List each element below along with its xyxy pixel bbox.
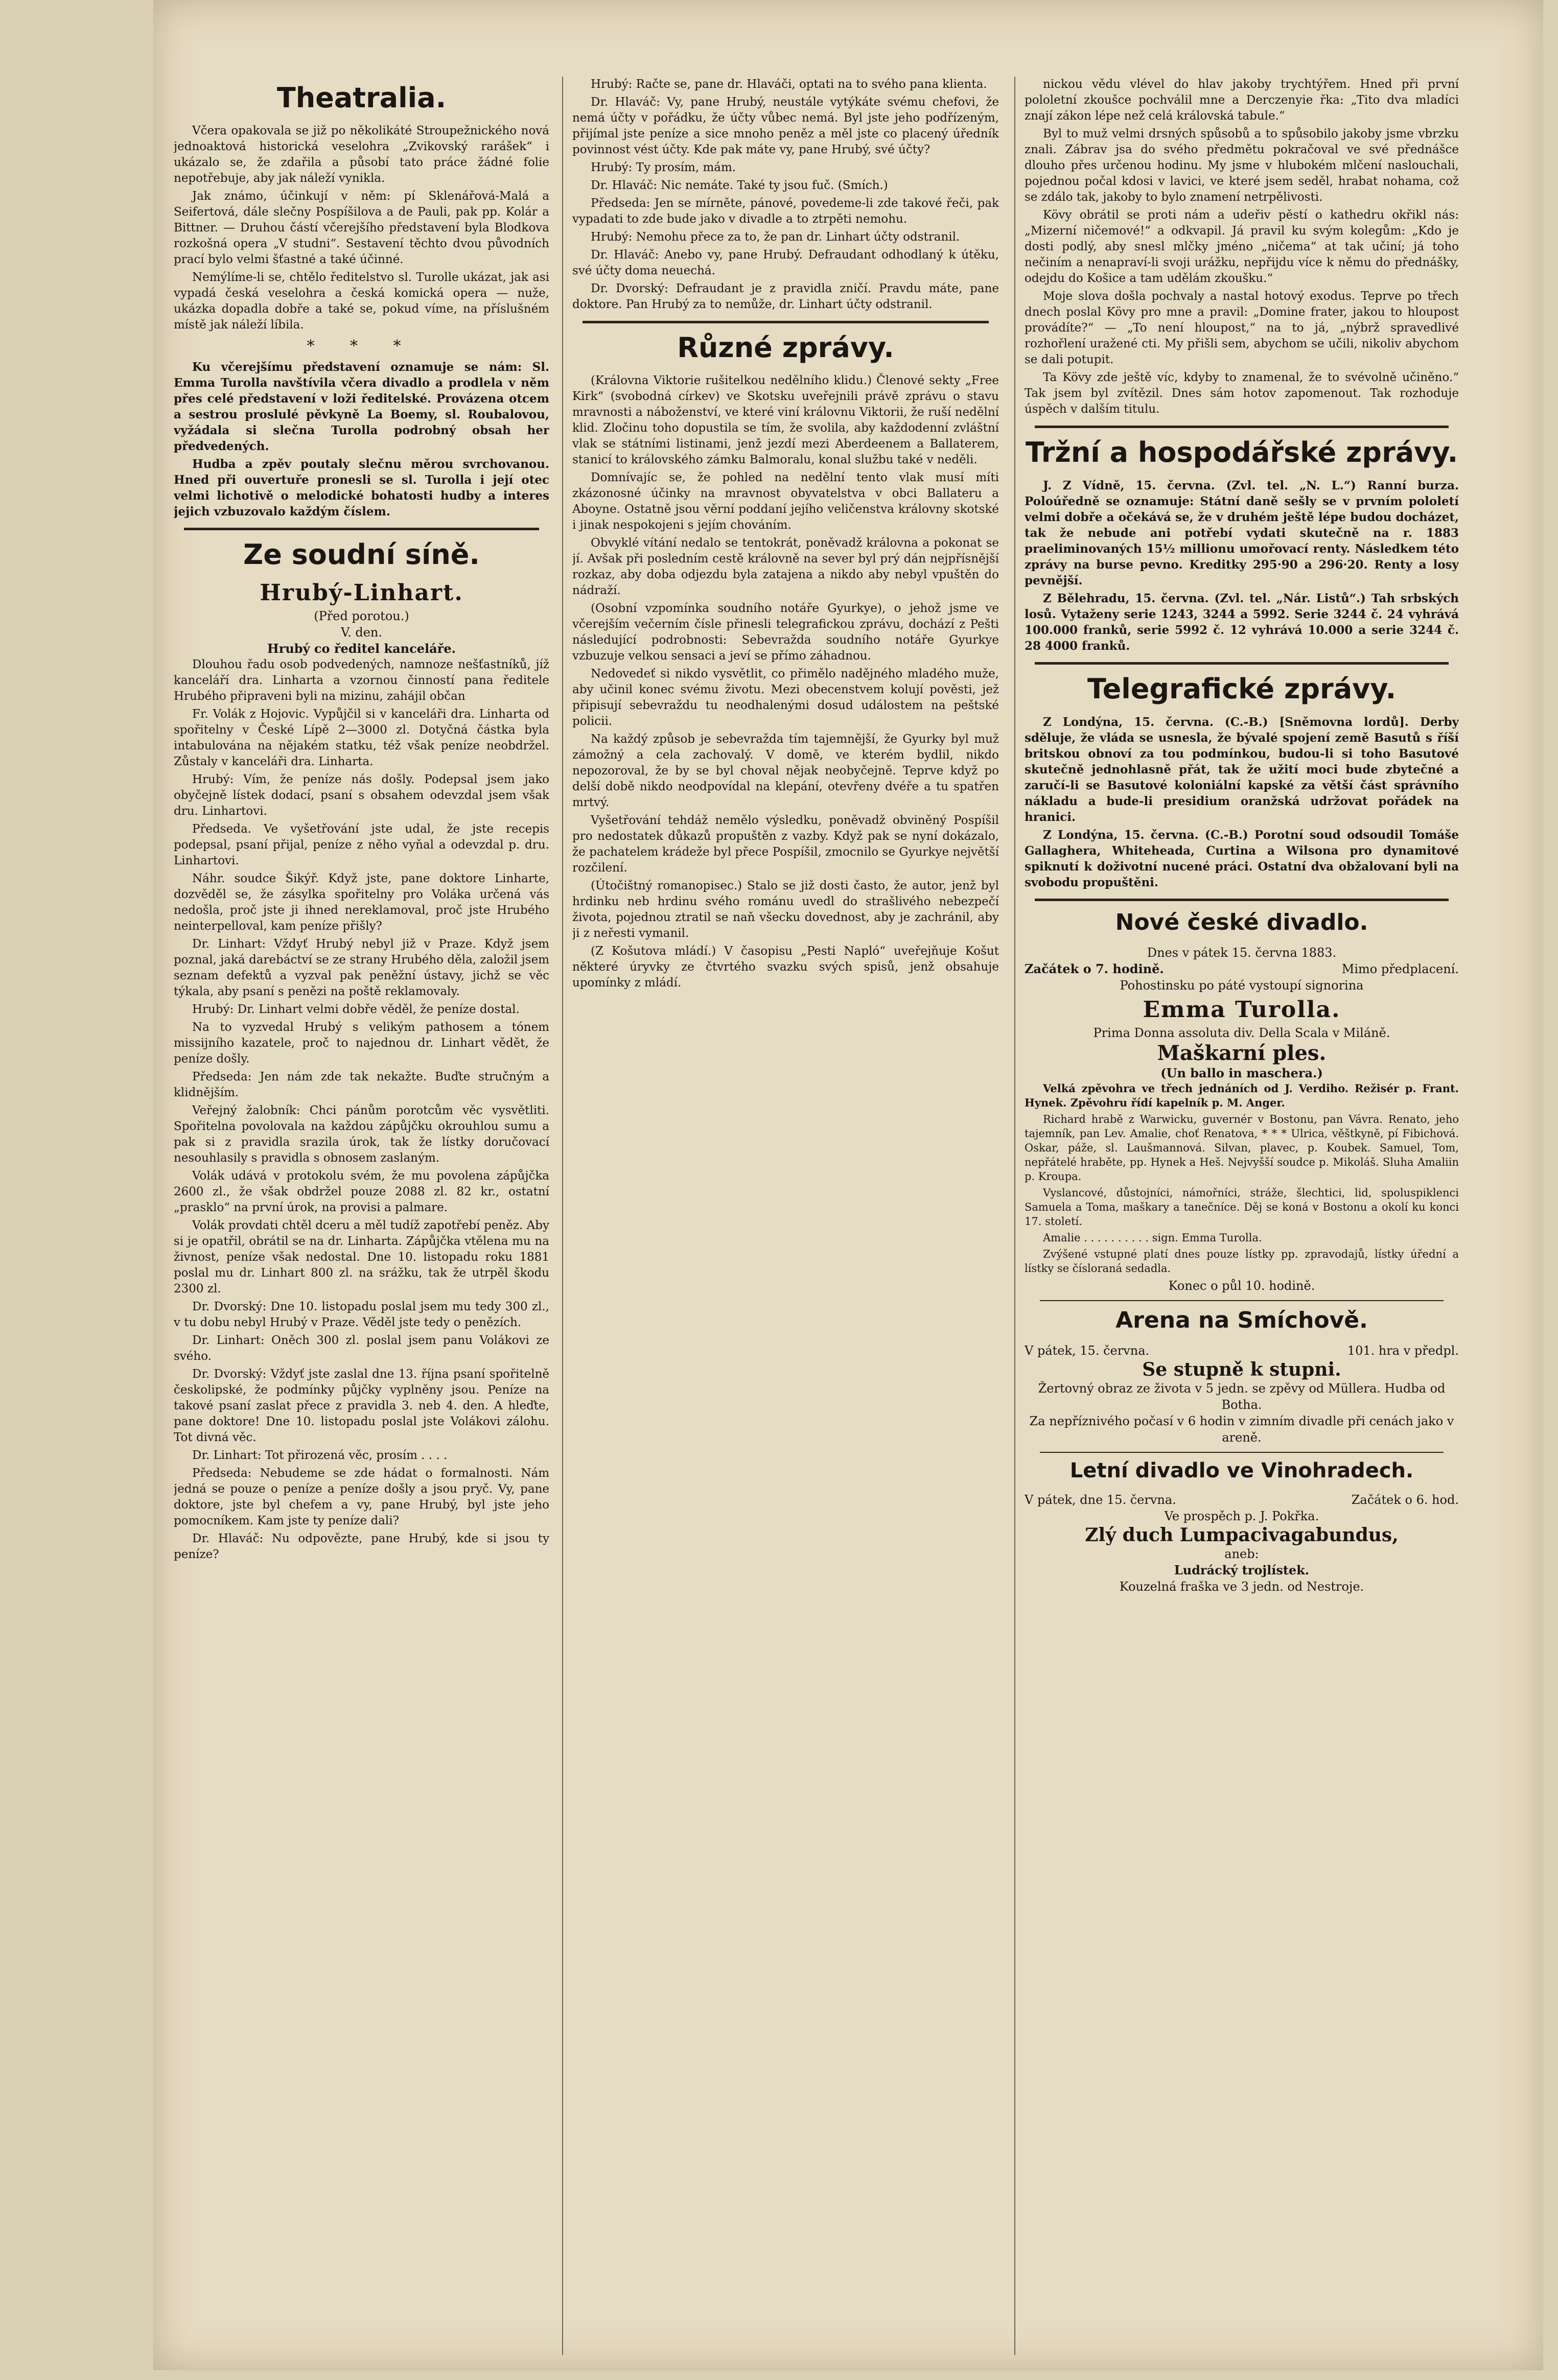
dialog-line: Dr. Hlaváč: Anebo vy, pane Hrubý. Defraudant odhodlaný k útěku, své účty doma neuechá. — [572, 248, 999, 277]
theatre-ad-detail: Richard hrabě z Warwicku, guvernér v Bostonu, pan Vávra. Renato, jeho tajemník, pan Lev. Amalie, choť Renatova, * * * Ulrica, věštkyně, pí Fibichová. Oskar, páže, sl. Laušmannová. Silvan, plavec, p. Koubek. Samuel, Tom, nepřátelé hraběte, pp. Hynek a Heš. Nejvyšší soudce p. Mikoláš. Sluha Amaliin p. Kroupa. — [1025, 1113, 1459, 1183]
divider — [583, 321, 989, 323]
article-paragraph: Hrubý: Vím, že peníze nás došly. Podepsal jsem jako obyčejně lístek dodací, psaní s obsahem odevzdal jsem však dru. Linhartovi. — [174, 773, 549, 818]
theatre-ad-detail: Amalie . . . . . . . . . . sign. Emma Turolla. — [1043, 1232, 1262, 1244]
article-paragraph: Moje slova došla pochvaly a nastal hotový exodus. Teprve po třech dnech poslal Kövy pro mne a pravil: „Domine frater, jakou to hloupost provádíte?“ — „To není hloupost,“ na to já, „nýbrž spravedlivé rozhořlení uražené cti. My přišli sem, abychom se učili, nikoliv abychom se dali potupit. — [1025, 290, 1459, 366]
article-paragraph: Včera opakovala se již po několikáté Stroupežnického nová jednoaktová historická veselohra „Zvikovský rarášek“ i ukázalo se, že zdařila a působí tato práce žádné folie nepotřebuje, aby jak náleží vynikla. — [174, 124, 549, 185]
article-paragraph: Volák provdati chtěl dceru a měl tudíž zapotřebí peněz. Aby si je opatřil, obrátil se na dr. Linharta. Zápůjčka vtělena mu na živnost, peníze však nedostal. Dne 10. listopadu roku 1881 poslal mu dr. Linhart 800 zl. na srážku, tak že utrpěl škodu 2300 zl. — [174, 1219, 549, 1295]
divider — [1040, 1452, 1444, 1453]
article-paragraph: Na každý způsob je sebevražda tím tajemnější, že Gyurky byl muž zámožný a cela zachovalý. V domě, ve kterém bydlil, nikdo nepozoroval, že by se byl choval nějak neobyčejně. Teprve když po delší době nikdo neodpovídal na klepání, otevřeny dvéře a tu spatřen mrtvý. — [572, 733, 999, 809]
summer-play-sub: aneb: — [1224, 1547, 1259, 1561]
arena-note: 101. hra v předpl. — [1347, 1344, 1459, 1358]
theatre-ad-end: Konec o půl 10. hodině. — [1168, 1279, 1315, 1293]
article-paragraph: Dr. Linhart: Oněch 300 zl. poslal jsem panu Volákovi ze svého. — [174, 1334, 549, 1363]
dialog-line: Dr. Dvorský: Defraudant je z pravidla zničí. Pravdu máte, pane doktore. Pan Hrubý za to nemůže, dr. Linhart účty odstranil. — [572, 282, 999, 311]
dialog-line: Dr. Hlaváč: Nic nemáte. Také ty jsou fuč. (Smích.) — [591, 179, 888, 192]
arena-date: V pátek, 15. června. — [1025, 1344, 1150, 1358]
article-paragraph: Z Londýna, 15. června. (C.-B.) Porotní soud odsoudil Tomáše Gallaghera, Whiteheada, Curtina a Wilsona pro dynamitové spiknutí k doživotní nucené práci. Ostatní dva obžalovaní byli na svobodu propuštěni. — [1025, 828, 1459, 889]
column-2 — [572, 77, 999, 993]
summer-benefit: Ve prospěch p. J. Pokřka. — [1164, 1509, 1319, 1523]
article-paragraph: J. Z Vídně, 15. června. (Zvl. tel. „N. L.“) Ranní burza. Poloúředně se oznamuje: Státní daně sešly se v prvním pololetí velmi dobře a očekává se, že v druhém ještě lépe budou docházet, tak že nebude ani potřebí vydati skutečně na r. 1883 praeliminovaných 15½ millionu umořovací renty. Následkem této zprávy na burse pevno. Kreditky 295·90 a 296·20. Renty a losy pevnější. — [1025, 479, 1459, 587]
news-heading: Různé zprávy. — [677, 332, 894, 364]
summer-date: V pátek, dne 15. června. — [1025, 1493, 1176, 1507]
dialog-line: Hrubý: Nemohu přece za to, že pan dr. Linhart účty odstranil. — [591, 230, 960, 244]
column-3 — [1025, 77, 1459, 1595]
article-paragraph: Fr. Volák z Hojovic. Vypůjčil si v kanceláři dra. Linharta od spořitelny v České Lípě 2—3000 zl. Dotyčná částka byla intabulována na nějakém statku, též však peníze neobdržel. Zůstaly v kanceláři dra. Linharta. — [174, 708, 549, 768]
article-paragraph: Kövy obrátil se proti nám a udeřiv pěstí o kathedru okřikl nás: „Mizerní ničemové!“ a odkvapil. Já pravil ku svým kolegům: „Kdo je dosti podlý, aby snesl mlčky jméno „ničema“ at tak učiní; já toho nečiním a nenapraví-li svoji urážku, nepřijdu více k němu do přednášky, odejdu do Košice a tam udělám zkoušku.“ — [1025, 208, 1459, 285]
article-paragraph: Předseda: Jen nám zde tak nekažte. Buďte stručným a klidnějším. — [174, 1070, 549, 1099]
article-paragraph: Na to vyzvedal Hrubý s velikým pathosem a tónem missijního kazatele, proč to najednou dr. Linhart vědět, že peníze došly. — [174, 1021, 549, 1066]
theatre-ad-detail: Vyslancové, důstojníci, námořníci, stráže, šlechtici, lid, spoluspiklenci Samuela a Toma, maškary a tanečníce. Děj se koná v Bostonu a okolí ku konci 17. století. — [1025, 1187, 1459, 1228]
divider — [1035, 426, 1449, 428]
theatre-ad-start-row — [1025, 961, 1459, 977]
article-paragraph: Ta Kövy zde ještě víc, kdyby to znamenal, že to svévolně učiněno.“ Tak jsem byl zvítězil. Dnes sám hotov zapomenout. Tak rozhoduje úspěch v dalším titulu. — [1025, 371, 1459, 416]
article-paragraph: Předseda. Ve vyšetřování jste udal, že jste recepis podepsal, psaní přijal, peníze z něho vyňal a odevzdal p. dru. Linhartovi. — [174, 822, 549, 867]
article-paragraph: Domnívajíc se, že pohled na nedělní tento vlak musí míti zkázonosné účinky na mravnost obyvatelstva v obci Ballateru a Aboyne. Ostatně jsou věrní poddaní jejího veličenstva královny skotské i jinak nespokojeni s jejím chováním. — [572, 471, 999, 532]
dialog-line: Hrubý: Ty prosím, mám. — [591, 161, 736, 174]
article-paragraph: (Královna Viktorie rušitelkou nedělního klidu.) Členové sekty „Free Kirk“ (svobodná církev) ve Skotsku uveřejnili právě zprávu o stavu mravnosti a náboženství, ve které viní královnu Viktorii, že ruší nedělní klid. Zločinu toho dopustila se tím, že svolila, aby každodenní zvláštní vlak se státními listinami, jenž jezdí mezi Aberdeenem a Ballaterem, stanicí to královského zámku Balmoralu, konal službu také v neděli. — [572, 374, 999, 466]
newspaper-page — [153, 0, 1543, 2370]
dialog-line: Předseda: Jen se mírněte, pánové, povedeme-li zde takové řeči, pak vypadati to zde bude jako v divadle a to ztrpěti nemohu. — [572, 197, 999, 226]
article-paragraph: Hudba a zpěv poutaly slečnu měrou svrchovanou. Hned při ouvertuře pronesli se sl. Turolla i její otec velmi lichotivě o melodické bohatosti hudby a interes jejich vzbuzovalo každým číslem. — [174, 457, 549, 519]
telegraph-heading: Telegrafické zprávy. — [1087, 673, 1397, 705]
article-paragraph: Dr. Hlaváč: Nu odpovězte, pane Hrubý, kde si jsou ty peníze? — [174, 1532, 549, 1561]
summer-start: Začátek o 6. hod. — [1351, 1493, 1459, 1507]
theatre-ad-heading: Nové české divadlo. — [1115, 909, 1368, 935]
theatre-ad-guest: Pohostinsku po páté vystoupí signorina — [1120, 978, 1364, 993]
section-separator: * * * — [307, 337, 416, 355]
theatre-heading: Theatralia. — [276, 82, 447, 114]
theatre-ad-detail: Zvýšené vstupné platí dnes pouze lístky pp. zpravodajů, lístky úřední a lístky se čísloraná sedadla. — [1025, 1248, 1459, 1275]
divider — [1040, 1300, 1444, 1301]
theatre-ad-start: Začátek o 7. hodině. — [1025, 961, 1164, 976]
article-paragraph: Byl to muž velmi drsných spůsobů a to spůsobilo jakoby jsme vbrzku znali. Zábrav jsa do svého předmětu pokračoval ve své přednášce dlouho přes určenou hodinu. My jsme v hlubokém mlčení naslouchali, pojednou počal kdosi v lavici, ve které jsem seděl, hrabat nohama, což se zdálo tak, jakoby to bylo znamení netrpělivosti. — [1025, 127, 1459, 204]
theatre-ad-note: Mimo předplacení. — [1341, 962, 1459, 976]
article-paragraph: Dr. Linhart: Vždyť Hrubý nebyl již v Praze. Když jsem poznal, jaká darebáctví se ze strany Hrubého děla, založil jsem seznam defektů a vyzval pak peněžní ústavy, jichž se věc týkala, aby psaní s penězi na poště reklamovaly. — [174, 937, 549, 998]
summer-theatre-heading: Letní divadlo ve Vinohradech. — [1069, 1459, 1414, 1482]
article-paragraph: nickou vědu vlével do hlav jakoby trychtýřem. Hned při první pololetní zkoušce pochválil mne a Derczenyie řka: „Tito dva mladíci znají zákon lépe než celá královská tabule.“ — [1025, 78, 1459, 123]
dialog-line: Dr. Hlaváč: Vy, pane Hrubý, neustále vytýkáte svému chefovi, že nemá účty v pořádku, že účty vůbec nemá. Byl jste jeho podřízeným, přijímal jste peníze a sice mnoho peněz a měl jste co placený úředník povinnost vést účty. Kde pak máte vy, pane Hrubý, své účty? — [572, 96, 999, 156]
article-paragraph: Nedovedeť si nikdo vysvětlit, co přimělo nadějného mladého muže, aby učinil konec svému životu. Mezi obecenstvem kolují pověsti, jež připisují sebevraždu tu neodhalenými dosud událostem na peštské policii. — [572, 667, 999, 728]
article-paragraph: (Osobní vzpomínka soudního notáře Gyurkye), o jehož jsme ve včerejším večerním čísle přinesli telegrafickou zprávu, dochází z Pešti následující podrobnosti: Sebevražda soudního notáře Gyurkye vzbuzuje velkou sensaci a jeví se přímo záhadnou. — [572, 602, 999, 663]
article-paragraph: Vyšetřování tehdáž nemělo výsledku, poněvadž obviněný Pospíšil pro nedostatek důkazů propuštěn z vazby. Když pak se nyní dokázalo, že pachatelem krádeže byl přece Pospíšil, zmocnilo se Gyurkye největší rozčilení. — [572, 814, 999, 875]
article-paragraph: Jak známo, účinkují v něm: pí Sklenářová-Malá a Seifertová, dále slečny Pospíšilova a de Pauli, pak pp. Kolár a Bittner. — Druhou částí včerejšího představení byla Blodkova rozkošná opera „V studni“. Sestavení těchto dvou původních prací bylo velmi šťastné a také účinné. — [174, 190, 549, 266]
article-paragraph: Z Londýna, 15. června. (C.-B.) [Sněmovna lordů]. Derby sděluje, že vláda se usnesla, že bývalé spojení země Basutů s říší britskou obnoví za tou podmínkou, budou-li si toho Basutové skutečně jednohlasně přát, tak že užití moci bude zbytečné a zaručí-li se Basutové koloniální kapské za větší část správního nákladu a bude-li presidium oranžská udržovat pořádek na hranici. — [1025, 715, 1459, 824]
case-title: Hrubý-Linhart. — [260, 580, 463, 606]
article-paragraph: Z Bělehradu, 15. června. (Zvl. tel. „Nár. Listů“.) Tah srbských losů. Vytaženy serie 1243, 3244 a 5992. Serie 3244 č. 24 vyhrává 100.000 franků, serie 5992 č. 12 vyhrává 10.000 a serie 3244 č. 28 4000 franků. — [1025, 592, 1459, 653]
article-paragraph: Dr. Dvorský: Vždyť jste zaslal dne 13. října psaní spořitelně českolipské, že podmínky půjčky vyplněny jsou. Peníze na takové psaní zaslat přece z pravidla 3. neb 4. den. A hleďte, pane doktore! Dne 10. listopadu poslal jste Volákovi zálohu. Tot divná věc. — [174, 1368, 549, 1444]
theatre-ad-play-sub: (Un ballo in maschera.) — [1160, 1066, 1323, 1080]
article-paragraph: Předseda: Nebudeme se zde hádat o formalnosti. Nám jedná se pouze o peníze a peníze došly a jsou pryč. Vy, pane doktore, jste byl chefem a vy, pane Hrubý, byl jste jeho pomocníkem. Kam jste ty peníze dali? — [174, 1467, 549, 1527]
arena-play: Se stupně k stupni. — [1142, 1359, 1341, 1380]
summer-play-2: Ludrácký trojlístek. — [1174, 1563, 1310, 1577]
arena-desc: Žertovný obraz ze života v 5 jedn. se zpěvy od Müllera. Hudba od Botha. — [1038, 1381, 1446, 1412]
divider — [1035, 899, 1449, 901]
column-1 — [174, 77, 549, 1565]
case-topic: Hrubý co ředitel kanceláře. — [267, 641, 456, 656]
column-divider — [1014, 77, 1015, 2355]
article-paragraph: Náhr. soudce Šikýř. Když jste, pane doktore Linharte, dozvěděl se, že zásylka spořitelny pro Voláka určená vás nedošla, proč jste ji ihned nereklamoval, proč jste Hrubého neinterpelloval, kam peníze přišly? — [174, 872, 549, 933]
summer-desc: Kouzelná fraška ve 3 jedn. od Nestroje. — [1119, 1580, 1364, 1594]
summer-play: Zlý duch Lumpacivagabundus, — [1085, 1524, 1399, 1546]
theatre-ad-star: Emma Turolla. — [1143, 997, 1341, 1023]
theatre-ad-detail: Velká zpěvohra ve třech jednáních od J. Verdiho. Režisér p. Frant. Hynek. Zpěvohru řídí kapelník p. M. Anger. — [1025, 1082, 1459, 1109]
arena-weather: Za nepříznivého počasí v 6 hodin v zimním divadle při cenách jako v areně. — [1029, 1414, 1454, 1445]
theatre-ad-play: Maškarní ples. — [1157, 1041, 1327, 1065]
article-paragraph: Veřejný žalobník: Chci pánům porotcům věc vysvětliti. Spořitelna povolovala na každou zápůjčku okrouhlou sumu a pak si z pravidla srazila úrok, tak že lístky doručovací nesouhlasily s pravidla s obnosem zaslaným. — [174, 1104, 549, 1165]
divider — [1035, 662, 1449, 665]
article-paragraph: Dlouhou řadu osob podvedených, namnoze nešťastníků, jíž kanceláří dra. Linharta a vzornou činností pana ředitele Hrubého připraveni byli na mizinu, zahájil občan — [174, 658, 549, 703]
article-paragraph: Volák udává v protokolu svém, že mu povolena zápůjčka 2600 zl., že však obdržel pouze 2088 zl. 82 kr., ostatní „prasklo“ na první úrok, na provisi a palmare. — [174, 1169, 549, 1214]
article-paragraph: Dr. Dvorský: Dne 10. listopadu poslal jsem mu tedy 300 zl., v tu dobu nebyl Hrubý v Praze. Věděl jste tedy o penězích. — [174, 1300, 549, 1329]
case-subtitle: (Před porotou.) — [314, 609, 409, 623]
column-divider — [562, 77, 563, 2355]
summer-date-row — [1025, 1492, 1459, 1508]
theatre-ad-date: Dnes v pátek 15. června 1883. — [1147, 946, 1337, 960]
article-paragraph: Dr. Linhart: Tot přirozená věc, prosím . . . . — [192, 1449, 448, 1462]
article-paragraph: (Útočištný romanopisec.) Stalo se již dosti často, že autor, jenž byl hrdinku neb hrdinu svého románu uvedl do strašlivého nebezpečí života, pojednou ztratil se naň všecku dovednost, aby je zachránil, aby ji z neřesti vymanil. — [572, 879, 999, 940]
article-paragraph: Nemýlíme-li se, chtělo ředitelstvo sl. Turolle ukázat, jak asi vypadá česká veselohra a česká komická opera — nuže, ukázka dopadla dobře a také se, pokud víme, na příslušném místě jak náleží líbila. — [174, 271, 549, 332]
arena-heading: Arena na Smíchově. — [1115, 1307, 1368, 1333]
article-paragraph: Obvyklé vítání nedalo se tentokrát, poněvadž královna a pokonat se jí. Avšak při posledním cestě královně na sever byl prý dán nejpřísnější rozkaz, aby doba odjezdu byla zatajena a nikdo aby nebyl vpuštěn do nádraží. — [572, 536, 999, 597]
arena-date-row — [1025, 1342, 1459, 1359]
divider — [184, 528, 539, 530]
market-heading: Tržní a hospodářské zprávy. — [1025, 436, 1458, 468]
court-body — [174, 657, 549, 1563]
article-paragraph: Ku včerejšímu představení oznamuje se nám: Sl. Emma Turolla navštívila včera divadlo a prodlela v něm přes celé představení v loži ředitelské. Provázena otcem a sestrou proslulé pěvkyně La Boemy, sl. Roubalovou, vyžádala si slečna Turolla podrobný obsah her předvedených. — [174, 360, 549, 453]
dialog-line: Hrubý: Račte se, pane dr. Hlaváči, optati na to svého pana klienta. — [591, 78, 987, 91]
case-day: V. den. — [340, 625, 383, 640]
court-heading: Ze soudní síně. — [243, 538, 480, 571]
article-paragraph: (Z Košutova mládí.) V časopisu „Pesti Napló“ uveřejňuje Košut některé úryvky ze čtvrtého svazku svých spisů, jenž obsahuje upomínky z mládí. — [572, 945, 999, 989]
theatre-ad-star-desc: Prima Donna assoluta div. Della Scala v Miláně. — [1093, 1026, 1390, 1040]
article-paragraph: Hrubý: Dr. Linhart velmi dobře věděl, že peníze dostal. — [192, 1003, 520, 1016]
